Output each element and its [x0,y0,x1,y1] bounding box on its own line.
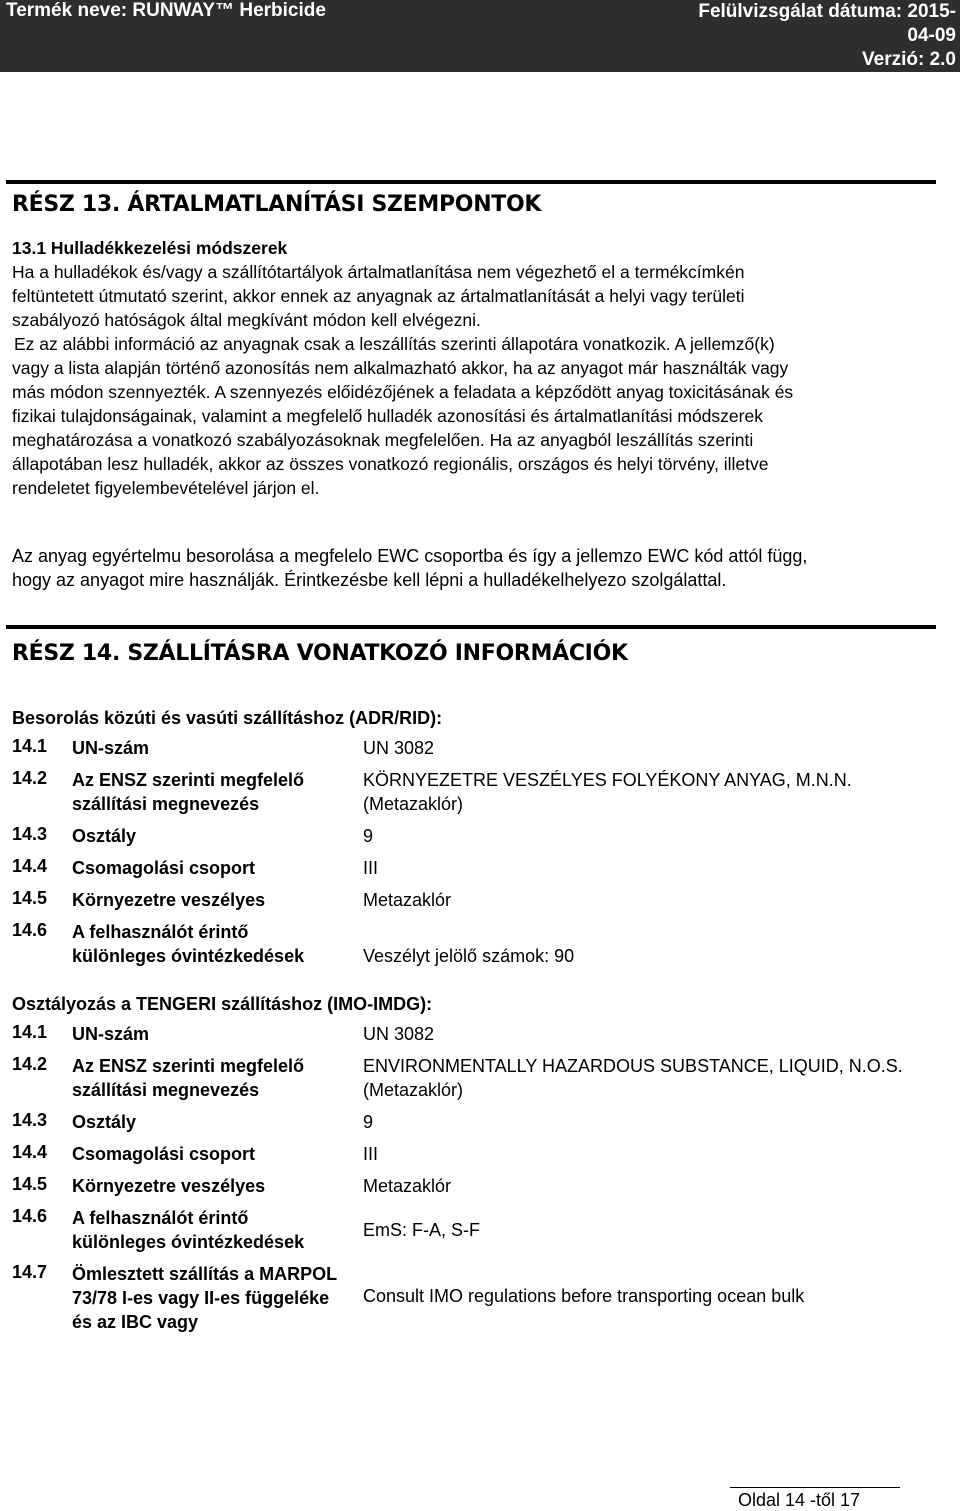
row-number: 14.6 [12,1206,48,1226]
row-value: 9 [363,826,374,846]
row-value: 9 [363,1112,374,1132]
row-label: Az ENSZ szerinti megfelelő szállítási megnevezés [72,770,305,814]
row-number: 14.7 [12,1262,48,1282]
row-number: 14.2 [12,768,48,788]
document-header [0,0,960,72]
row-value: III [363,858,379,878]
imo-title: Osztályozás a TENGERI szállításhoz (IMO-IMDG): [12,994,433,1014]
text-line: más módon szennyezték. A szennyezés előidézőjének a feladata a képződött anyag toxicitásának és [12,382,794,402]
text-line: fizikai tulajdonságainak, valamint a megfelelő hulladék azonosítási és ártalmatlanítási módszerek [12,406,763,426]
row-label: Környezetre veszélyes [72,1176,266,1196]
row-label: Csomagolási csoport [72,858,256,878]
row-value: EmS: F-A, S-F [363,1220,480,1240]
row-value: Veszélyt jelölő számok: 90 [363,946,575,966]
row-value: Metazaklór [363,1176,452,1196]
row-number: 14.1 [12,1022,48,1042]
row-value: UN 3082 [363,1024,435,1044]
text-line: állapotában lesz hulladék, akkor az összes vonatkozó regionális, országos és helyi törvény, illetve [12,454,769,474]
ewc-paragraph [12,544,807,592]
row-value: ENVIRONMENTALLY HAZARDOUS SUBSTANCE, LIQUID, N.O.S.(Metazaklór) [363,1056,903,1100]
review-date: Felülvizsgálat dátuma: 2015- [698,1,956,22]
row-label: Osztály [72,826,137,846]
row-number: 14.6 [12,920,48,940]
text-line: Az anyag egyértelmu besorolása a megfelelo EWC csoportba és így a jellemzo EWC kód attól függ, [12,546,808,566]
row-label: UN-szám [72,1024,150,1044]
section13-subtitle: 13.1 Hulladékkezelési módszerek [12,238,288,258]
row-number: 14.4 [12,1142,48,1162]
row-value: KÖRNYEZETRE VESZÉLYES FOLYÉKONY ANYAG, M.N.N.(Metazaklór) [363,770,852,814]
row-number: 14.5 [12,1174,48,1194]
section13-body [12,236,940,590]
text-line: Ha a hulladékok és/vagy a szállítótartályok ártalmatlanítása nem végezhető el a termékcímkén [12,262,745,282]
row-number: 14.3 [12,1110,48,1130]
text-line: meghatározása a vonatkozó szabályozásoknak megfelelően. Ha az anyagból leszállítás szerinti [12,430,754,450]
row-label: Az ENSZ szerinti megfelelő szállítási megnevezés [72,1056,305,1100]
row-value: Metazaklór [363,890,452,910]
row-label: Környezetre veszélyes [72,890,266,910]
row-value: UN 3082 [363,738,435,758]
text-line: feltüntetett útmutató szerint, akkor ennek az anyagnak az ártalmatlanítását a helyi vagy területi [12,286,745,306]
section13-title: RÉSZ 13. ÁRTALMATLANÍTÁSI SZEMPONTOK [12,192,542,217]
row-number: 14.3 [12,824,48,844]
review-info [656,0,956,72]
page-number: Oldal 14 -től 17 [738,1490,861,1510]
row-label: UN-szám [72,738,150,758]
text-line: szabályozó hatóságok által megkívánt módon kell elvégezni. [12,310,481,330]
text-line: hogy az anyagot mire használják. Érintkezésbe kell lépni a hulladékelhelyezo szolgálattal. [12,570,727,590]
row-number: 14.2 [12,1054,48,1074]
text-line: vagy a lista alapján történő azonosítás nem alkalmazható akkor, ha az anyagot már használták vagy [12,358,789,378]
row-label: Csomagolási csoport [72,1144,256,1164]
section14-title: RÉSZ 14. SZÁLLÍTÁSRA VONATKOZÓ INFORMÁCIÓK [12,641,628,666]
product-name: Termék neve: RUNWAY™ Herbicide [6,0,326,21]
row-value: III [363,1144,379,1164]
row-label: Osztály [72,1112,137,1132]
row-label: A felhasználót érintő különleges óvintézkedések [72,922,305,966]
text-line: rendeletet figyelembevételével járjon el. [12,478,320,498]
section-divider [6,180,936,184]
row-number: 14.4 [12,856,48,876]
text-line: Ez az alábbi információ az anyagnak csak a leszállítás szerinti állapotára vonatkozik. A jellemző(k) [14,334,775,354]
row-label: A felhasználót érintő különleges óvintézkedések [72,1208,305,1252]
footer-divider [730,1487,900,1488]
row-value: Consult IMO regulations before transporting ocean bulk [363,1286,805,1306]
adr-title: Besorolás közúti és vasúti szállításhoz (ADR/RID): [12,708,443,728]
row-number: 14.1 [12,736,48,756]
row-label: Ömlesztett szállítás a MARPOL 73/78 I-es vagy II-es függeléke és az IBC vagy [72,1264,337,1332]
review-date-tail: 04-09 [907,25,956,46]
version: Verzió: 2.0 [862,49,956,70]
section-divider [6,625,936,629]
row-number: 14.5 [12,888,48,908]
